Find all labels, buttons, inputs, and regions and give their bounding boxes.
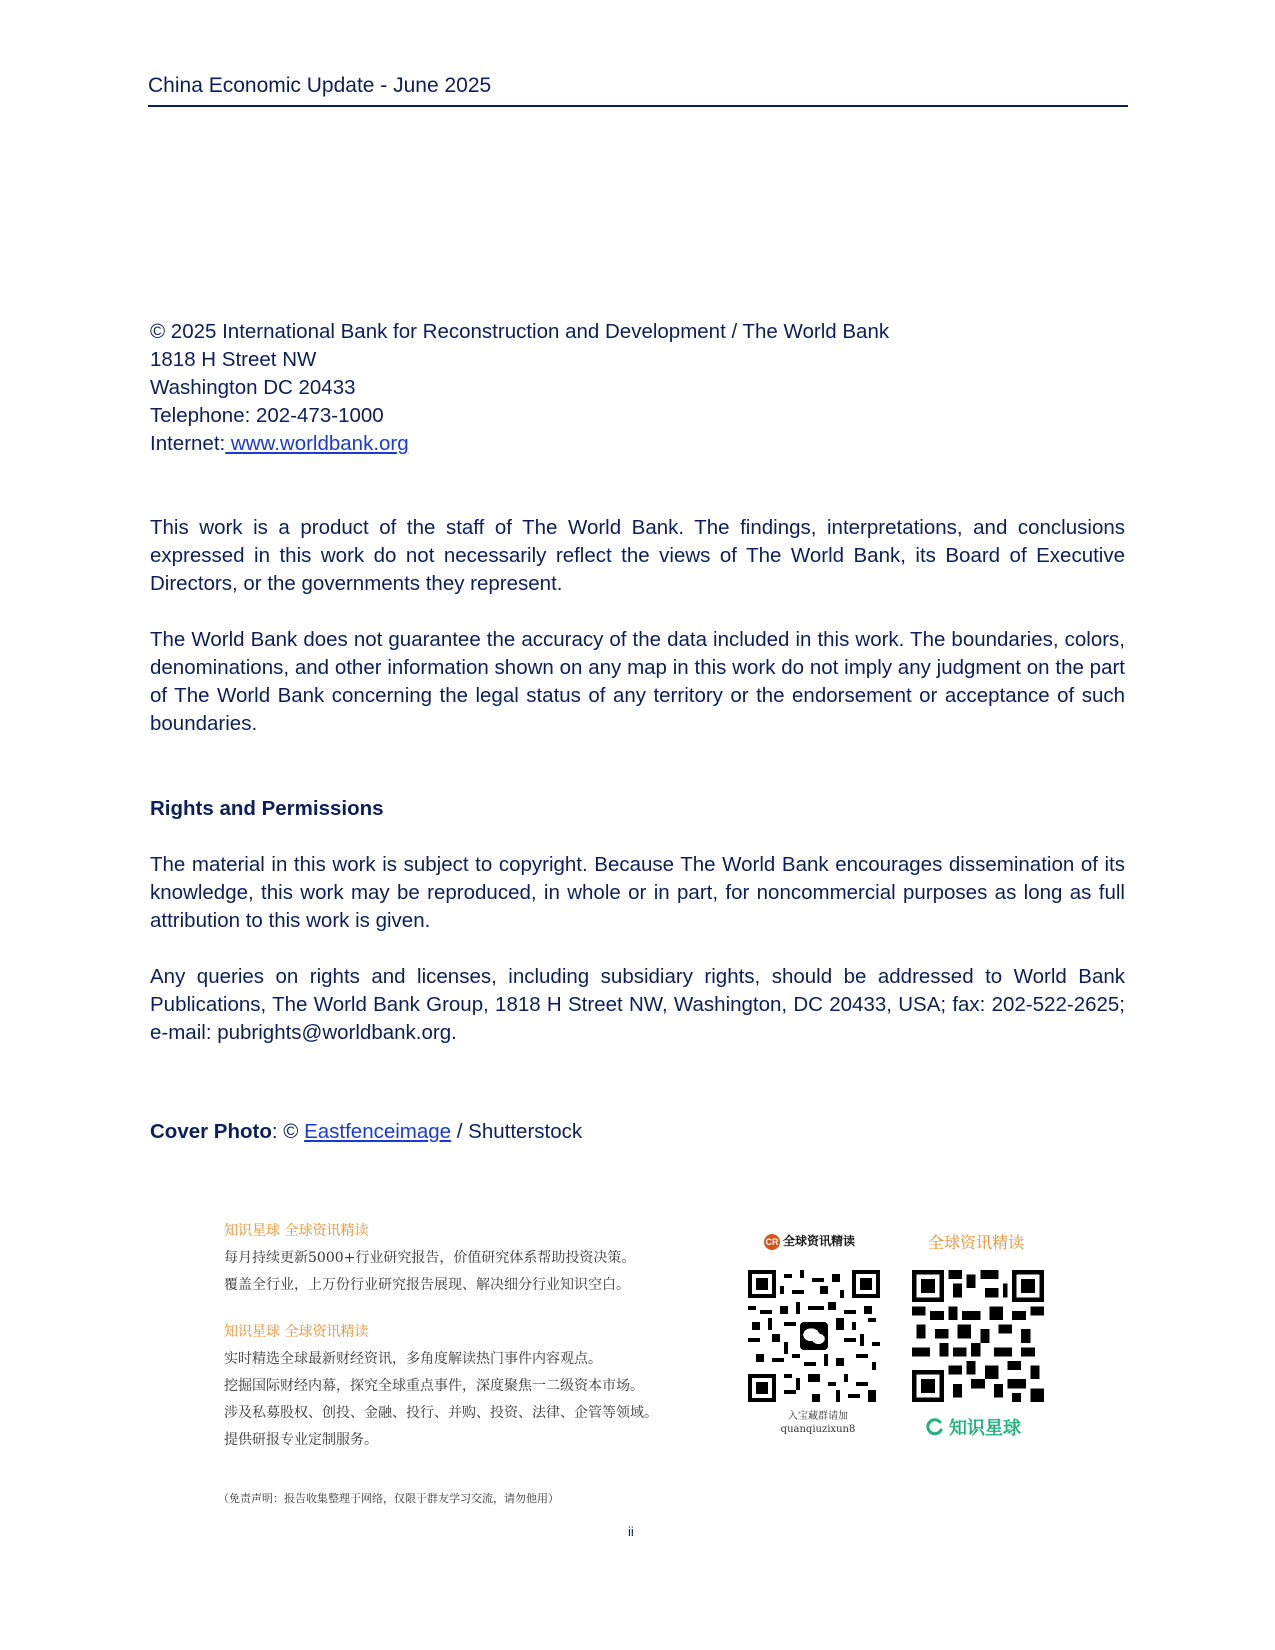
promo-line: 挖掘国际财经内幕，探究全球重点事件，深度聚焦一二级资本市场。 (224, 1378, 644, 1394)
telephone-line: Telephone: 202-473-1000 (150, 404, 384, 427)
rights-heading: Rights and Permissions (150, 797, 384, 820)
wechat-qr-code (748, 1270, 880, 1402)
cover-photo-label: Cover Photo (150, 1120, 272, 1143)
qr-left-title: 全球资讯精读 (783, 1234, 856, 1248)
promo-group2-title: 知识星球 全球资讯精读 (224, 1324, 369, 1340)
eastfenceimage-link[interactable]: Eastfenceimage (304, 1120, 452, 1143)
copyright-block (150, 318, 1125, 458)
document-title: China Economic Update - June 2025 (148, 74, 492, 97)
city-line: Washington DC 20433 (150, 376, 356, 399)
qr-right-title: 全球资讯精读 (928, 1233, 1025, 1252)
page-number: ii (628, 1524, 634, 1539)
promo-line: 每月持续更新5000+行业研究报告，价值研究体系帮助投资决策。 (224, 1250, 636, 1266)
copyright-paragraph: The material in this work is subject to copyright. Because The World Bank encourages dissemination of its knowledge, this work may be reproduced, in whole or in part, for noncommercial purposes as long as full attribution to this work is given. (150, 853, 1125, 932)
internet-label: Internet: (150, 432, 226, 455)
header-rule (148, 105, 1128, 107)
page-header (148, 74, 1128, 102)
internet-line (150, 430, 1125, 458)
worldbank-link[interactable]: www.worldbank.org (225, 432, 409, 455)
qr-right-caption (926, 1414, 1021, 1440)
disclaimer: （免责声明：报告收集整理于网络，仅限于群友学习交流，请勿他用） (218, 1492, 559, 1505)
qr-left-caption (770, 1410, 866, 1436)
promo-block (224, 1218, 734, 1454)
staff-product-paragraph: This work is a product of the staff of The World Bank. The findings, interpretations, and conclusions expressed in this work do not necessarily reflect the views of The World Bank, its Board of Executive Directors, or the governments they represent. (150, 516, 1125, 595)
promo-line: 提供研报专业定制服务。 (224, 1432, 378, 1448)
promo-line: 覆盖全行业，上万份行业研究报告展现、解决细分行业知识空白。 (224, 1277, 630, 1293)
cover-photo-separator: : © (271, 1120, 305, 1143)
street-line: 1818 H Street NW (150, 348, 317, 371)
promo-group1-title: 知识星球 全球资讯精读 (224, 1223, 369, 1239)
copyright-line: © 2025 International Bank for Reconstruction and Development / The World Bank (150, 320, 890, 343)
promo-line: 实时精选全球最新财经资讯，多角度解读热门事件内容观点。 (224, 1351, 602, 1367)
qr-left-caption-id: quanqiuzixun8 (780, 1424, 856, 1435)
qr-right-caption-text: 知识星球 (949, 1418, 1022, 1438)
cr-logo-icon: CR (764, 1234, 780, 1250)
cover-photo-credit (150, 1118, 1125, 1146)
queries-paragraph: Any queries on rights and licenses, including subsidiary rights, should be addressed to World Bank Publications, The World Bank Group, 1818 H Street NW, Washington, DC 20433, USA; fax: 202-522-2625; e-mail: pubrights@worldbank.org. (150, 965, 1125, 1044)
qr-left-label (764, 1232, 855, 1250)
zsxq-logo-icon (926, 1418, 944, 1436)
accuracy-paragraph: The World Bank does not guarantee the accuracy of the data included in this work. The boundaries, colors, denominations, and other information shown on any map in this work do not imply any judgment on the part of The World Bank concerning the legal status of any territory or the endorsement or acceptance of such boundaries. (150, 628, 1125, 735)
qr-left-caption-line: 入宝藏群请加 (788, 1411, 848, 1422)
zsxq-qr-code (912, 1270, 1044, 1402)
cover-photo-suffix: / Shutterstock (451, 1120, 583, 1143)
promo-line: 涉及私募股权、创投、金融、投行、并购、投资、法律、企管等领域。 (224, 1405, 658, 1421)
